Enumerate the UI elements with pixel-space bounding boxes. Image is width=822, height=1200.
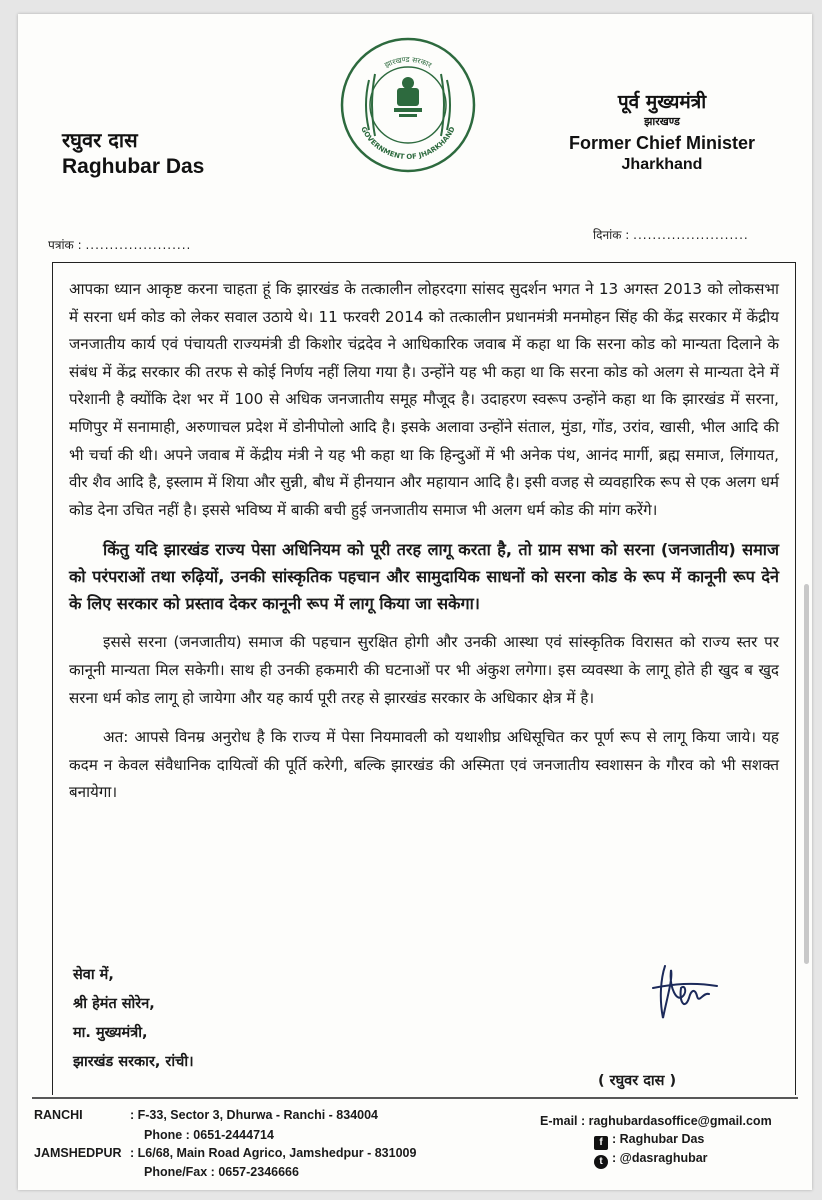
letter-body-frame bbox=[52, 262, 796, 1095]
reference-value: ...................... bbox=[85, 238, 192, 252]
footer-divider bbox=[18, 1096, 812, 1100]
paragraph-4: अत: आपसे विनम्र अनुरोध है कि राज्य में पेसा नियमावली को यथाशीघ्र अधिसूचित कर पूर्ण रूप से लागू किया जाये। यह कदम न केवल संवैधानिक दायित्वों की पूर्ति करेगी, बल्कि झारखंड की अस्मिता एवं जनजातीय स्वशासन के गौरव को भी सशक्त बनायेगा। bbox=[69, 728, 779, 802]
scrollbar[interactable] bbox=[804, 584, 809, 964]
addressee-block bbox=[73, 961, 194, 1077]
reference-label: पत्रांक : bbox=[48, 238, 82, 252]
date-value: ........................ bbox=[633, 228, 749, 242]
addressee-line: झारखंड सरकार, रांची। bbox=[73, 1054, 194, 1070]
jamshedpur-address: : L6/68, Main Road Agrico, Jamshedpur - 831009 bbox=[130, 1146, 417, 1160]
reference-line bbox=[48, 236, 191, 253]
facebook-icon: f bbox=[594, 1136, 608, 1150]
date-line bbox=[593, 226, 749, 243]
signature bbox=[613, 948, 733, 1048]
date-label: दिनांक : bbox=[593, 228, 630, 242]
emblem-top-text: झारखण्ड सरकार bbox=[383, 54, 434, 70]
twitter-link[interactable] bbox=[594, 1151, 708, 1169]
sender-name-hindi: रघुवर दास bbox=[62, 128, 138, 152]
twitter-handle: : @dasraghubar bbox=[612, 1151, 708, 1165]
addressee-line: श्री हेमंत सोरेन, bbox=[73, 996, 155, 1012]
jamshedpur-phone: Phone/Fax : 0657-2346666 bbox=[144, 1165, 299, 1179]
letter-footer bbox=[18, 1096, 812, 1186]
state-english: Jharkhand bbox=[621, 156, 703, 173]
title-english: Former Chief Minister bbox=[568, 133, 756, 153]
email[interactable]: E-mail : raghubardasoffice@gmail.com bbox=[540, 1114, 772, 1128]
signer-name: ( रघुवर दास ) bbox=[598, 1073, 677, 1089]
addressee-line: सेवा में, bbox=[73, 967, 114, 983]
sender-name-block bbox=[62, 126, 204, 179]
paragraph-2: किंतु यदि झारखंड राज्य पेसा अधिनियम को पूरी तरह लागू करता है, तो ग्राम सभा को सरना (जनजातीय) समाज को परंपराओं तथा रुढ़ियों, उनकी सांस्कृतिक पहचान और सामुदायिक साधनों को सरना कोड के रूप में कानूनी रूप देने के लिए सरकार को प्रस्ताव देकर कानूनी रूप में लागू किया जा सकेगा। bbox=[69, 540, 779, 614]
paragraph-1: आपका ध्यान आकृष्ट करना चाहता हूं कि झारखंड के तत्कालीन लोहरदगा सांसद सुदर्शन भगत ने 13 अगस्त 2013 को लोकसभा में सरना धर्म कोड को लेकर सवाल उठाये थे। 11 फरवरी 2014 को तत्कालीन प्रधानमंत्री मनमोहन सिंह की केंद्र सरकार में केंद्रीय जनजातीय कार्य एवं पंचायती राज्यमंत्री डी किशोर चंद्रदेव ने आधिकारिक जवाब में कहा था कि सरना कोड को मान्यता दिलाने के संबंध में केंद्र सरकार की तरफ से कोई निर्णय नहीं लिया गया है। उन्होंने यह भी कहा था कि सरना कोड को अलग से मान्यता देने में परेशानी है क्योंकि देश भर में 100 से अधिक जनजातीय समूह मौजूद है। उदाहरण स्वरूप उन्होंने कहा था कि झारखंड में सरना, मणिपुर में सनामाही, अरुणाचल प्रदेश में डोनीपोलो आदि है। इसके अलावा उन्होंने संताल, मुंडा, गोंड, उरांव, खासी, भील आदि की भी चर्चा की थी। अपने जवाब में केंद्रीय मंत्री ने यह भी कहा था कि हिन्दुओं में भी अनेक पंथ, आनंद मार्गी, ब्रह्म समाज, लिंगायत, वीर शैव आदि है, इस्लाम में शिया और सुन्नी, बौध में हीनयान और महायान आदि है। इसी वजह से व्यवहारिक रूप से एक अलग धर्म कोड देना उचित नहीं है। इससे भविष्य में बाकी बची हुई जनजातीय समाज भी अलग धर्म कोड की मांग करेंगे। bbox=[69, 280, 779, 519]
state-hindi: झारखण्ड bbox=[644, 115, 680, 128]
sender-name-english: Raghubar Das bbox=[62, 155, 205, 178]
jamshedpur-label: JAMSHEDPUR bbox=[34, 1146, 122, 1160]
sender-title-block bbox=[542, 88, 782, 174]
svg-text:झारखण्ड सरकार bbox=[383, 55, 434, 70]
paragraph-3: इससे सरना (जनजातीय) समाज की पहचान सुरक्षित होगी और उनकी आस्था एवं सांस्कृतिक विरासत को राज्य स्तर पर कानूनी मान्यता मिल सकेगी। साथ ही उनकी हकमारी की घटनाओं पर भी अंकुश लगेगा। इस व्यवस्था के लागू होते ही खुद ब खुद सरना धर्म कोड लागू हो जायेगा और यह कार्य पूरी तरह से झारखंड सरकार के अधिकार क्षेत्र में है। bbox=[69, 633, 779, 707]
title-hindi: पूर्व मुख्यमंत्री bbox=[617, 91, 707, 113]
emblem-bottom-text: GOVERNMENT OF JHARKHAND bbox=[359, 125, 457, 162]
letter-page bbox=[18, 14, 812, 1190]
ranchi-label: RANCHI bbox=[34, 1108, 83, 1122]
twitter-icon: t bbox=[594, 1155, 608, 1169]
letter-body bbox=[69, 276, 779, 819]
addressee-line: मा. मुख्यमंत्री, bbox=[73, 1025, 148, 1041]
jharkhand-government-emblem-icon bbox=[339, 36, 477, 174]
facebook-handle: : Raghubar Das bbox=[612, 1132, 705, 1146]
ranchi-address: : F-33, Sector 3, Dhurwa - Ranchi - 834004 bbox=[130, 1108, 378, 1122]
ranchi-phone: Phone : 0651-2444714 bbox=[144, 1128, 274, 1142]
facebook-link[interactable] bbox=[594, 1132, 704, 1150]
